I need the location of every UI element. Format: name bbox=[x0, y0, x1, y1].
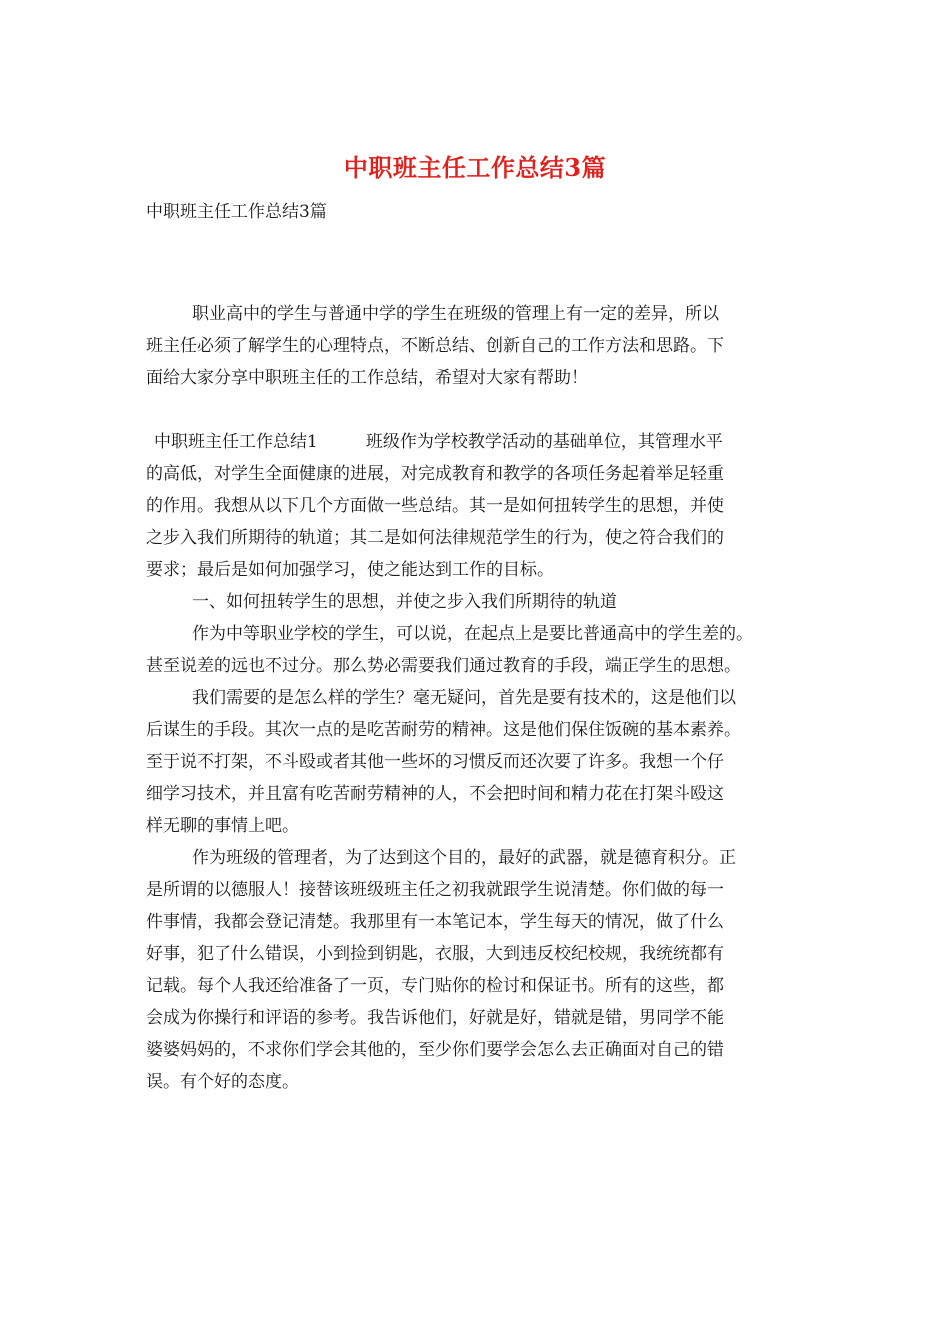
paragraph-line: 作为班级的管理者，为了达到这个目的，最好的武器，就是德育积分。正 bbox=[192, 848, 736, 868]
paragraph-line: 甚至说差的远也不过分。那么势必需要我们通过教育的手段，端正学生的思想。 bbox=[146, 656, 741, 676]
paragraph-line: 会成为你操行和评语的参考。我告诉他们，好就是好，错就是错，男同学不能 bbox=[146, 1008, 724, 1028]
paragraph-line: 我们需要的是怎么样的学生？毫无疑问，首先是要有技术的，这是他们以 bbox=[192, 688, 736, 708]
section-text: 班级作为学校教学活动的基础单位，其管理水平 bbox=[365, 432, 723, 452]
document-title: 中职班主任工作总结3篇 bbox=[343, 153, 607, 182]
paragraph-line: 样无聊的事情上吧。 bbox=[146, 816, 299, 836]
paragraph-line: 误。有个好的态度。 bbox=[146, 1072, 299, 1092]
paragraph-line: 好事，犯了什么错误，小到捡到钥匙，衣服，大到违反校纪校规，我统统都有 bbox=[146, 944, 724, 964]
paragraph-line: 后谋生的手段。其次一点的是吃苦耐劳的精神。这是他们保住饭碗的基本素养。 bbox=[146, 720, 741, 740]
section-line: 的作用。我想从以下几个方面做一些总结。其一是如何扭转学生的思想，并使 bbox=[146, 496, 724, 516]
intro-line: 职业高中的学生与普通中学的学生在班级的管理上有一定的差异，所以 bbox=[192, 304, 719, 324]
point-heading: 一、如何扭转学生的思想，并使之步入我们所期待的轨道 bbox=[192, 592, 617, 612]
intro-line: 面给大家分享中职班主任的工作总结，希望对大家有帮助！ bbox=[146, 368, 588, 388]
paragraph-line: 作为中等职业学校的学生，可以说，在起点上是要比普通高中的学生差的。 bbox=[192, 624, 753, 644]
paragraph-line: 细学习技术，并且富有吃苦耐劳精神的人，不会把时间和精力花在打架斗殴这 bbox=[146, 784, 724, 804]
paragraph-line: 记载。每个人我还给准备了一页，专门贴你的检讨和保证书。所有的这些，都 bbox=[146, 976, 724, 996]
paragraph-line: 是所谓的以德服人！接替该班级班主任之初我就跟学生说清楚。你们做的每一 bbox=[146, 880, 724, 900]
section-line: 之步入我们所期待的轨道；其二是如何法律规范学生的行为，使之符合我们的 bbox=[146, 528, 724, 548]
intro-line: 班主任必须了解学生的心理特点，不断总结、创新自己的工作方法和思路。下 bbox=[146, 336, 724, 356]
document-body bbox=[146, 298, 826, 1098]
document-subtitle: 中职班主任工作总结3篇 bbox=[146, 202, 327, 222]
paragraph-line: 婆婆妈妈的，不求你们学会其他的，至少你们要学会怎么去正确面对自己的错 bbox=[146, 1040, 724, 1060]
section-heading-line bbox=[146, 426, 826, 458]
section-heading: 中职班主任工作总结1 bbox=[154, 432, 318, 452]
paragraph-gap bbox=[146, 394, 826, 426]
paragraph-line: 至于说不打架，不斗殴或者其他一些坏的习惯反而还次要了许多。我想一个仔 bbox=[146, 752, 724, 772]
section-line: 要求；最后是如何加强学习，使之能达到工作的目标。 bbox=[146, 560, 554, 580]
paragraph-line: 件事情，我都会登记清楚。我那里有一本笔记本，学生每天的情况，做了什么 bbox=[146, 912, 724, 932]
section-line: 的高低，对学生全面健康的进展，对完成教育和教学的各项任务起着举足轻重 bbox=[146, 464, 724, 484]
